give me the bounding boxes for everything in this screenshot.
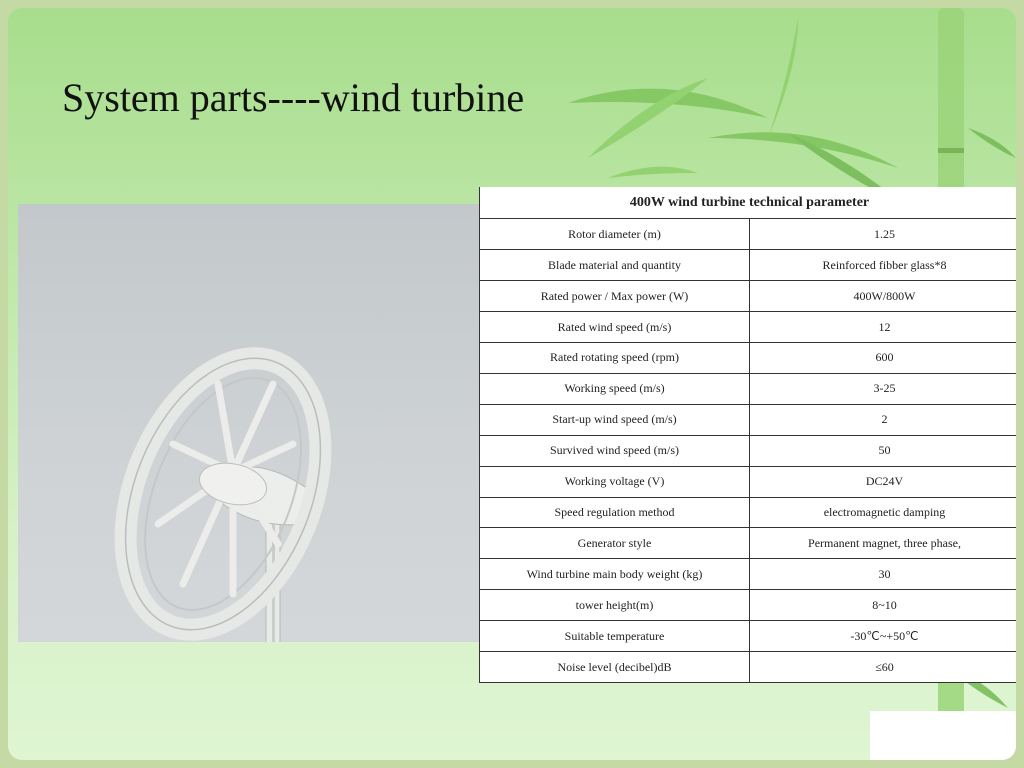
parameter-value: electromagnetic damping bbox=[750, 497, 1017, 528]
parameter-value: DC24V bbox=[750, 466, 1017, 497]
parameter-value: 3-25 bbox=[750, 373, 1017, 404]
parameter-name: Rated wind speed (m/s) bbox=[480, 312, 750, 343]
parameter-value: 400W/800W bbox=[750, 281, 1017, 312]
parameter-name: Noise level (decibel)dB bbox=[480, 652, 750, 683]
parameter-name: Generator style bbox=[480, 528, 750, 559]
corner-panel bbox=[870, 711, 1016, 760]
parameter-value: Permanent magnet, three phase, bbox=[750, 528, 1017, 559]
parameter-value: 600 bbox=[750, 342, 1017, 373]
parameter-name: Suitable temperature bbox=[480, 621, 750, 652]
technical-parameter-table bbox=[479, 187, 1016, 683]
parameter-name: Rated power / Max power (W) bbox=[480, 281, 750, 312]
parameter-value: 8~10 bbox=[750, 590, 1017, 621]
parameter-value: 1.25 bbox=[750, 219, 1017, 250]
parameter-value: ≤60 bbox=[750, 652, 1017, 683]
slide-title: System parts----wind turbine bbox=[62, 75, 525, 120]
parameter-name: Blade material and quantity bbox=[480, 250, 750, 281]
table-row bbox=[480, 590, 1017, 621]
table-row bbox=[480, 312, 1017, 343]
parameter-value: 12 bbox=[750, 312, 1017, 343]
wind-turbine-photo bbox=[18, 204, 480, 642]
table-row bbox=[480, 621, 1017, 652]
table-row bbox=[480, 250, 1017, 281]
table-caption-row bbox=[480, 187, 1017, 219]
parameter-name: Survived wind speed (m/s) bbox=[480, 435, 750, 466]
spec-table bbox=[479, 187, 1016, 683]
table-row bbox=[480, 219, 1017, 250]
parameter-name: Speed regulation method bbox=[480, 497, 750, 528]
slide bbox=[8, 8, 1016, 760]
parameter-name: Working speed (m/s) bbox=[480, 373, 750, 404]
table-row bbox=[480, 404, 1017, 435]
parameter-name: tower height(m) bbox=[480, 590, 750, 621]
table-row bbox=[480, 652, 1017, 683]
parameter-value: 50 bbox=[750, 435, 1017, 466]
parameter-value: 30 bbox=[750, 559, 1017, 590]
table-row bbox=[480, 528, 1017, 559]
table-caption: 400W wind turbine technical parameter bbox=[480, 187, 1017, 219]
table-row bbox=[480, 466, 1017, 497]
table-row bbox=[480, 497, 1017, 528]
table-row bbox=[480, 559, 1017, 590]
table-row bbox=[480, 435, 1017, 466]
parameter-value: 2 bbox=[750, 404, 1017, 435]
parameter-value: Reinforced fibber glass*8 bbox=[750, 250, 1017, 281]
table-row bbox=[480, 342, 1017, 373]
table-row bbox=[480, 373, 1017, 404]
parameter-name: Rated rotating speed (rpm) bbox=[480, 342, 750, 373]
parameter-value: -30℃~+50℃ bbox=[750, 621, 1017, 652]
vertical-axis-wind-turbine-icon bbox=[18, 204, 480, 642]
parameter-name: Start-up wind speed (m/s) bbox=[480, 404, 750, 435]
parameter-name: Working voltage (V) bbox=[480, 466, 750, 497]
parameter-name: Wind turbine main body weight (kg) bbox=[480, 559, 750, 590]
table-row bbox=[480, 281, 1017, 312]
parameter-name: Rotor diameter (m) bbox=[480, 219, 750, 250]
